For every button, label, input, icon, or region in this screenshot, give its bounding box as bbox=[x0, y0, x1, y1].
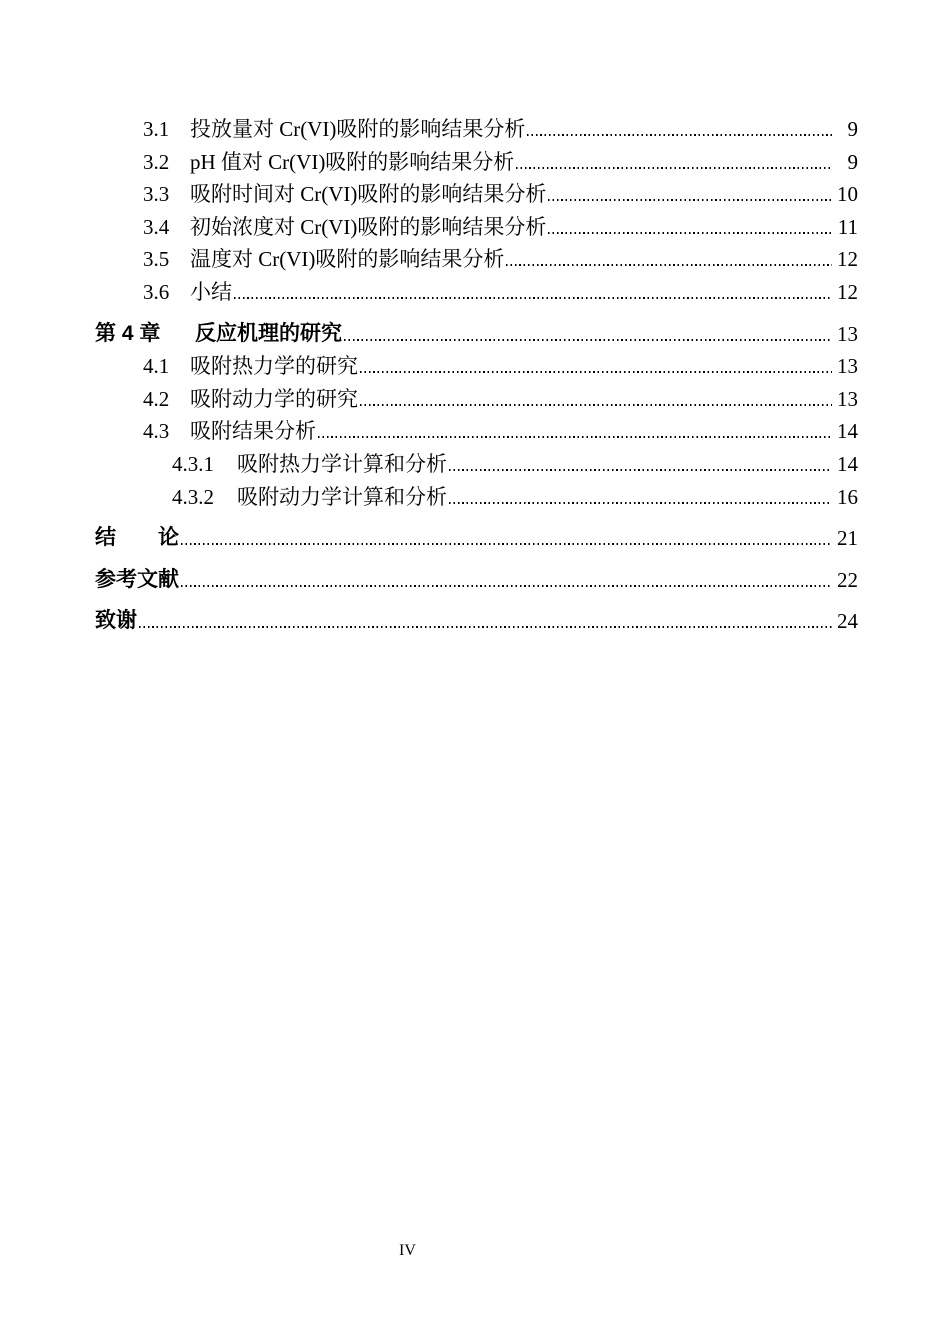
toc-entry-title: 参考文献 bbox=[95, 567, 179, 591]
toc-entry-title: 吸附结果分析 bbox=[190, 419, 316, 444]
toc-leader-dots-icon bbox=[137, 605, 835, 638]
toc-entry-title: 初始浓度对 Cr(VI)吸附的影响结果分析 bbox=[190, 214, 547, 239]
toc-entry-number: 3.4 bbox=[143, 214, 170, 239]
toc-entry-number: 第 4 章 bbox=[95, 321, 161, 345]
toc-entry-page-number: 22 bbox=[837, 567, 858, 592]
toc-entry-page-number: 13 bbox=[837, 354, 858, 379]
toc-entry-number: 3.5 bbox=[143, 247, 170, 272]
toc-entry-number: 4.2 bbox=[143, 386, 170, 411]
toc-entry[interactable] bbox=[95, 211, 858, 244]
toc-leader-dots-icon bbox=[546, 178, 835, 211]
toc-entry-page-number: 12 bbox=[837, 279, 858, 304]
toc-entry-title: 吸附热力学计算和分析 bbox=[237, 451, 447, 476]
toc-entry[interactable] bbox=[95, 243, 858, 276]
toc-entry-page-number: 13 bbox=[837, 321, 858, 346]
toc-entry[interactable] bbox=[95, 383, 858, 416]
toc-entry-title: 致谢 bbox=[95, 609, 137, 633]
toc-leader-dots-icon bbox=[447, 481, 835, 514]
toc-entry-number: 3.2 bbox=[143, 149, 170, 174]
toc-entry-page-number: 16 bbox=[837, 484, 858, 509]
toc-entry[interactable] bbox=[95, 448, 858, 481]
toc-leader-dots-icon bbox=[504, 243, 835, 276]
toc-entry-page-number: 24 bbox=[837, 609, 858, 634]
toc-entry-title: 吸附动力学的研究 bbox=[190, 386, 358, 411]
toc-leader-dots-icon bbox=[358, 383, 835, 416]
toc-entry-title: 吸附动力学计算和分析 bbox=[237, 484, 447, 509]
toc-entry-page-number: 12 bbox=[837, 247, 858, 272]
toc-leader-dots-icon bbox=[316, 415, 835, 448]
toc-entry-page-number: 11 bbox=[837, 214, 858, 239]
toc-entry-number: 4.3.1 bbox=[172, 451, 214, 476]
toc-leader-dots-icon bbox=[447, 448, 835, 481]
toc-leader-dots-icon bbox=[358, 350, 835, 383]
toc-entry[interactable] bbox=[95, 113, 858, 146]
footer-page-number: IV bbox=[399, 1242, 416, 1259]
toc-entry[interactable] bbox=[95, 605, 858, 638]
toc-leader-dots-icon bbox=[525, 113, 835, 146]
toc-entry-page-number: 9 bbox=[847, 149, 858, 174]
toc-entry-title: pH 值对 Cr(VI)吸附的影响结果分析 bbox=[190, 149, 515, 174]
table-of-contents bbox=[95, 113, 858, 638]
toc-entry-title: 温度对 Cr(VI)吸附的影响结果分析 bbox=[190, 247, 505, 272]
toc-entry-number: 4.3.2 bbox=[172, 484, 214, 509]
toc-entry[interactable] bbox=[95, 276, 858, 309]
toc-leader-dots-icon bbox=[232, 276, 835, 309]
toc-entry-title: 投放量对 Cr(VI)吸附的影响结果分析 bbox=[190, 117, 526, 141]
toc-entry-page-number: 10 bbox=[837, 182, 858, 207]
toc-entry-page-number: 14 bbox=[837, 451, 858, 476]
toc-leader-dots-icon bbox=[179, 564, 835, 597]
toc-entry-page-number: 14 bbox=[837, 419, 858, 444]
toc-entry-number: 4.3 bbox=[143, 419, 170, 444]
toc-entry-number: 3.3 bbox=[143, 182, 170, 207]
toc-entry-title: 反应机理的研究 bbox=[195, 321, 342, 345]
toc-leader-dots-icon bbox=[342, 318, 835, 351]
toc-entry[interactable] bbox=[95, 522, 858, 555]
toc-entry[interactable] bbox=[95, 178, 858, 211]
toc-entry-title: 小结 bbox=[190, 279, 232, 304]
toc-leader-dots-icon bbox=[546, 211, 835, 244]
toc-entry-page-number: 9 bbox=[847, 117, 858, 141]
toc-entry[interactable] bbox=[95, 146, 858, 179]
toc-entry[interactable] bbox=[95, 415, 858, 448]
toc-entry[interactable] bbox=[95, 350, 858, 383]
toc-entry-number: 3.1 bbox=[143, 117, 170, 141]
toc-entry-number: 3.6 bbox=[143, 279, 170, 304]
toc-entry[interactable] bbox=[95, 564, 858, 597]
toc-entry[interactable] bbox=[95, 481, 858, 514]
toc-entry-title: 吸附时间对 Cr(VI)吸附的影响结果分析 bbox=[190, 182, 547, 207]
toc-leader-dots-icon bbox=[514, 146, 835, 179]
toc-entry-title: 吸附热力学的研究 bbox=[190, 354, 358, 379]
toc-entry-number: 4.1 bbox=[143, 354, 170, 379]
toc-leader-dots-icon bbox=[179, 522, 835, 555]
toc-entry-title: 结 论 bbox=[95, 526, 179, 550]
page-footer bbox=[399, 1242, 416, 1260]
toc-entry-page-number: 21 bbox=[837, 526, 858, 551]
toc-entry-page-number: 13 bbox=[837, 386, 858, 411]
toc-entry[interactable] bbox=[95, 318, 858, 351]
